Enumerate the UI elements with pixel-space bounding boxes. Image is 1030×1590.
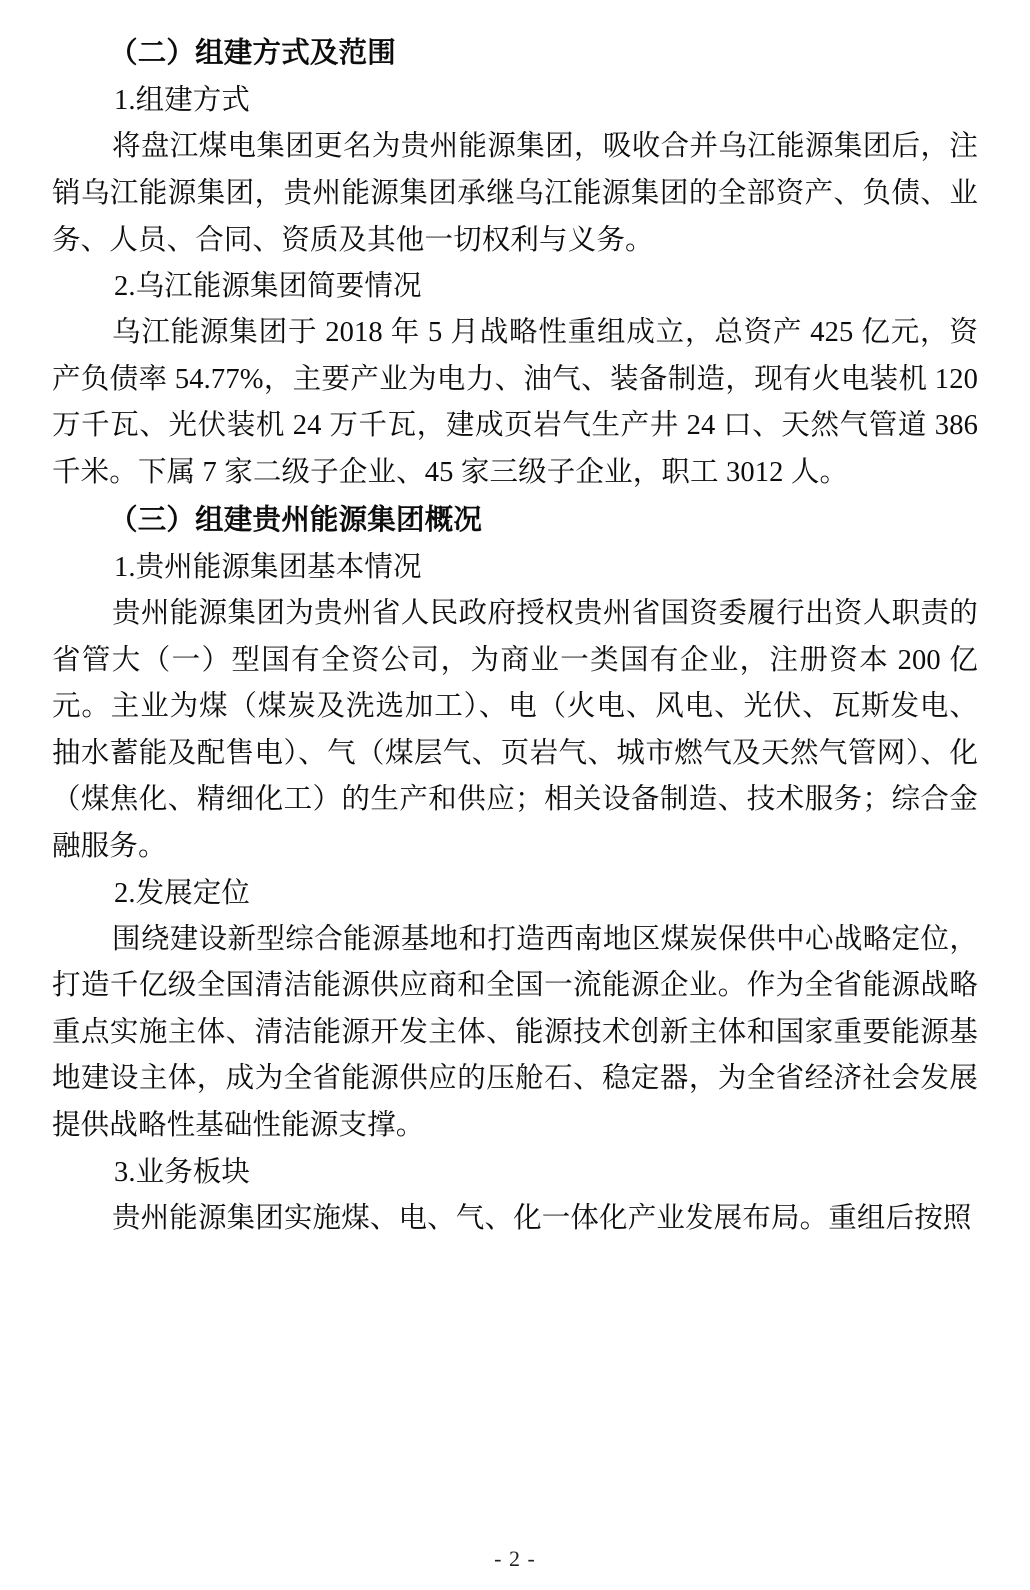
page-number: - 2 - [494,1546,536,1571]
paragraph: 将盘江煤电集团更名为贵州能源集团，吸收合并乌江能源集团后，注销乌江能源集团，贵州能源集团承继乌江能源集团的全部资产、负债、业务、人员、合同、资质及其他一切权利与义务。 [52,131,978,256]
sub-heading: 2.发展定位 [114,877,250,909]
section-heading: （二）组建方式及范围 [109,36,397,69]
sub-heading: 3.业务板块 [114,1156,250,1188]
paragraph: 贵州能源集团为贵州省人民政府授权贵州省国资委履行出资人职责的省管大（一）型国有全资公司，为商业一类国有企业，注册资本 200 亿元。主业为煤（煤炭及洗选加工）、电（火电、风电、光伏、瓦斯发电、抽水蓄能及配售电）、气（煤层气、页岩气、城市燃气及天然气管网）、化（煤焦化、精细化工）的生产和供应；相关设备制造、技术服务；综合金融服务。 [52,597,978,862]
paragraph: 乌江能源集团于 2018 年 5 月战略性重组成立，总资产 425 亿元，资产负债率 54.77%，主要产业为电力、油气、装备制造，现有火电装机 120 万千瓦、光伏装机 24 万千瓦，建成页岩气生产井 24 口、天然气管道 386 千米。下属 7 家二级子企业、45 家三级子企业，职工 3012 人。 [52,317,978,489]
paragraph: 贵州能源集团实施煤、电、气、化一体化产业发展布局。重组后按照 [112,1202,972,1234]
sub-heading: 2.乌江能源集团简要情况 [114,271,422,303]
section-heading: （三）组建贵州能源集团概况 [109,502,483,536]
paragraph: 围绕建设新型综合能源基地和打造西南地区煤炭保供中心战略定位，打造千亿级全国清洁能源供应商和全国一流能源企业。作为全省能源战略重点实施主体、清洁能源开发主体、能源技术创新主体和国家重要能源基地建设主体，成为全省能源供应的压舱石、稳定器，为全省经济社会发展提供战略性基础性能源支撑。 [52,923,978,1142]
sub-heading: 1.贵州能源集团基本情况 [114,551,422,583]
sub-heading: 1.组建方式 [114,85,250,117]
document-body [52,30,978,1242]
